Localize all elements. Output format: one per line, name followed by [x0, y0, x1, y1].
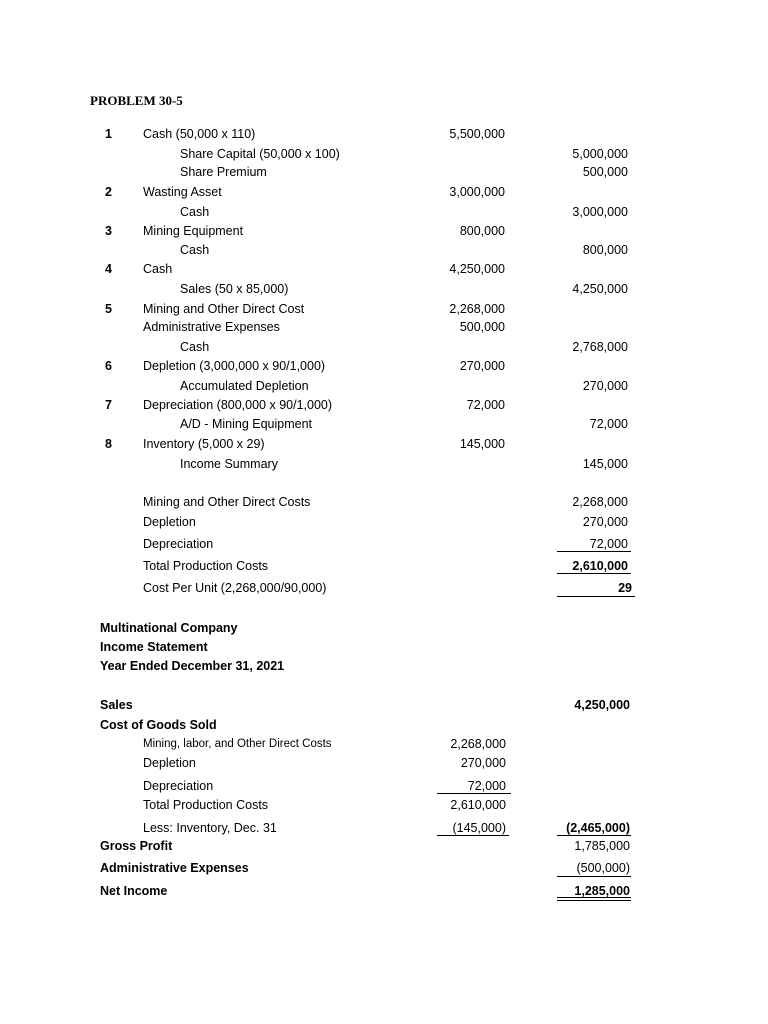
net-income-row: [0, 882, 768, 900]
debit-amount: 3,000,000: [449, 185, 505, 199]
journal-line: [0, 455, 768, 473]
cost-label: Total Production Costs: [143, 559, 269, 573]
credit-amount: 5,000,000: [572, 147, 628, 161]
journal-line: [0, 125, 768, 143]
credit-amount: 72,000: [589, 417, 628, 431]
account-name: Mining Equipment: [143, 224, 244, 238]
cost-value: 2,268,000: [572, 495, 628, 509]
journal-line: [0, 241, 768, 259]
journal-line: [0, 163, 768, 181]
cogs-item-value: 72,000: [467, 779, 506, 793]
account-name: Cash: [143, 262, 173, 276]
cogs-item-label: Depreciation: [143, 779, 214, 793]
debit-amount: 72,000: [466, 398, 505, 412]
cost-line: [0, 513, 768, 531]
journal-line: [0, 183, 768, 201]
debit-amount: 270,000: [459, 359, 505, 373]
cogs-item-value: (145,000): [452, 821, 506, 835]
admin-label: Administrative Expenses: [100, 861, 249, 875]
entry-number: 6: [105, 359, 112, 373]
company-name: Multinational Company: [100, 621, 238, 635]
underline: [557, 835, 631, 836]
debit-amount: 2,268,000: [449, 302, 505, 316]
journal-line: [0, 377, 768, 395]
account-name: Cash: [180, 243, 210, 257]
cost-label: Mining and Other Direct Costs: [143, 495, 311, 509]
entry-number: 4: [105, 262, 112, 276]
statement-name: Income Statement: [100, 640, 208, 654]
sales-row: [0, 696, 768, 714]
cogs-label: Cost of Goods Sold: [100, 718, 217, 732]
cost-line: [0, 557, 768, 575]
cost-line: [0, 579, 768, 597]
debit-amount: 800,000: [459, 224, 505, 238]
debit-amount: 145,000: [459, 437, 505, 451]
cogs-item-label: Less: Inventory, Dec. 31: [143, 821, 277, 835]
credit-amount: 3,000,000: [572, 205, 628, 219]
account-name: Wasting Asset: [143, 185, 222, 199]
cost-value: 270,000: [582, 515, 628, 529]
net-income-value: 1,285,000: [574, 884, 630, 898]
company-name-row: [0, 619, 768, 637]
account-name: A/D - Mining Equipment: [180, 417, 313, 431]
sales-value: 4,250,000: [574, 698, 630, 712]
cogs-item-label: Depletion: [143, 756, 196, 770]
statement-name-row: [0, 638, 768, 656]
underline: [557, 573, 631, 574]
account-name: Accumulated Depletion: [180, 379, 309, 393]
credit-amount: 500,000: [582, 165, 628, 179]
cost-line: [0, 493, 768, 511]
account-name: Share Premium: [180, 165, 267, 179]
cogs-item: [0, 796, 768, 814]
credit-amount: 4,250,000: [572, 282, 628, 296]
journal-line: [0, 396, 768, 414]
account-name: Inventory (5,000 x 29): [143, 437, 265, 451]
cogs-item-value: 2,610,000: [450, 798, 506, 812]
entry-number: 3: [105, 224, 112, 238]
credit-amount: 145,000: [582, 457, 628, 471]
cost-label: Depletion: [143, 515, 196, 529]
account-name: Cash: [180, 205, 210, 219]
account-name: Mining and Other Direct Cost: [143, 302, 305, 316]
credit-amount: 2,768,000: [572, 340, 628, 354]
cogs-item: [0, 754, 768, 772]
journal-line: [0, 338, 768, 356]
gross-profit-row: [0, 837, 768, 855]
cost-value: 72,000: [589, 537, 628, 551]
journal-line: [0, 145, 768, 163]
account-name: Share Capital (50,000 x 100): [180, 147, 340, 161]
cost-line: [0, 535, 768, 553]
cogs-item: [0, 777, 768, 795]
problem-title: PROBLEM 30-5: [90, 93, 183, 108]
statement-period: Year Ended December 31, 2021: [100, 659, 285, 673]
account-name: Depreciation (800,000 x 90/1,000): [143, 398, 333, 412]
journal-line: [0, 300, 768, 318]
entry-number: 8: [105, 437, 112, 451]
debit-amount: 5,500,000: [449, 127, 505, 141]
underline: [557, 551, 631, 552]
gross-profit-value: 1,785,000: [574, 839, 630, 853]
cogs-item-value: 2,268,000: [450, 737, 506, 751]
statement-period-row: [0, 657, 768, 675]
double-underline: [557, 897, 631, 898]
debit-amount: 500,000: [459, 320, 505, 334]
account-name: Cash: [180, 340, 210, 354]
admin-value: (500,000): [576, 861, 630, 875]
admin-row: [0, 859, 768, 877]
entry-number: 5: [105, 302, 112, 316]
cost-value: 29: [618, 581, 632, 595]
journal-line: [0, 203, 768, 221]
double-underline: [557, 596, 635, 597]
cogs-item: [0, 735, 768, 753]
underline: [437, 835, 509, 836]
double-underline: [557, 900, 631, 901]
credit-amount: 800,000: [582, 243, 628, 257]
account-name: Cash (50,000 x 110): [143, 127, 256, 141]
cogs-total: (2,465,000): [566, 821, 630, 835]
account-name: Administrative Expenses: [143, 320, 280, 334]
entry-number: 1: [105, 127, 112, 141]
underline: [437, 793, 511, 794]
cogs-item-label: Mining, labor, and Other Direct Costs: [143, 738, 332, 750]
cogs-row: [0, 716, 768, 734]
account-name: Depletion (3,000,000 x 90/1,000): [143, 359, 326, 373]
debit-amount: 4,250,000: [449, 262, 505, 276]
cost-label: Depreciation: [143, 537, 214, 551]
account-name: Income Summary: [180, 457, 278, 471]
journal-line: [0, 415, 768, 433]
cogs-item-value: 270,000: [460, 756, 506, 770]
cost-label: Cost Per Unit (2,268,000/90,000): [143, 581, 327, 595]
sales-label: Sales: [100, 698, 133, 712]
net-income-label: Net Income: [100, 884, 168, 898]
cost-value: 2,610,000: [572, 559, 628, 573]
cogs-item: [0, 819, 768, 837]
credit-amount: 270,000: [582, 379, 628, 393]
cogs-item-label: Total Production Costs: [143, 798, 269, 812]
journal-line: [0, 260, 768, 278]
journal-line: [0, 357, 768, 375]
underline: [557, 876, 631, 877]
gross-profit-label: Gross Profit: [100, 839, 173, 853]
entry-number: 2: [105, 185, 112, 199]
account-name: Sales (50 x 85,000): [180, 282, 289, 296]
entry-number: 7: [105, 398, 112, 412]
journal-line: [0, 435, 768, 453]
journal-line: [0, 318, 768, 336]
journal-line: [0, 222, 768, 240]
journal-line: [0, 280, 768, 298]
